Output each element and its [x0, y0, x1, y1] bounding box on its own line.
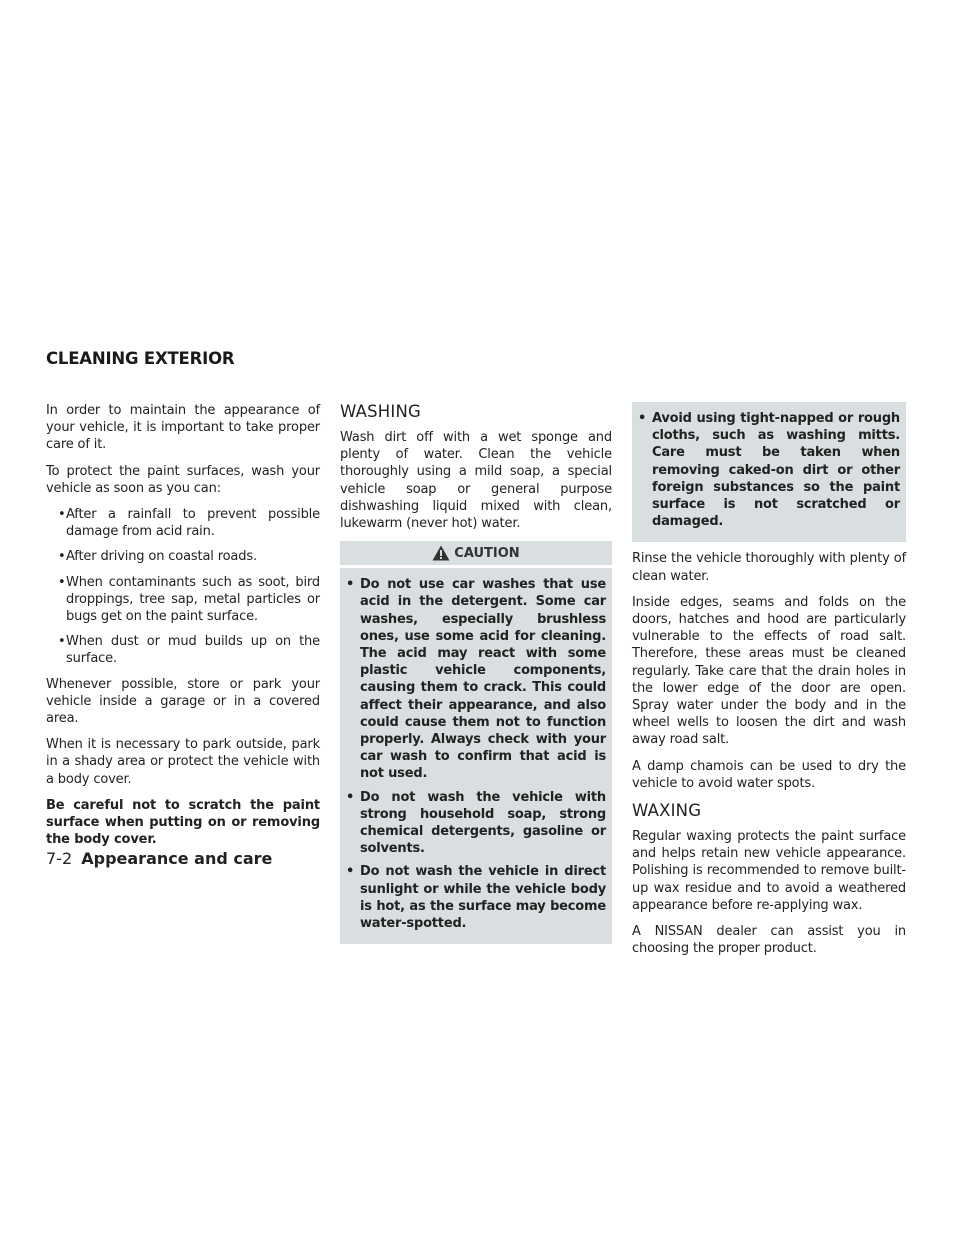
wash-when-list	[46, 506, 320, 668]
list-item: • After a rainfall to prevent possible damage from acid rain.	[58, 507, 320, 540]
column-2	[340, 402, 612, 952]
chamois-paragraph: A damp chamois can be used to dry the vehicle to avoid water spots.	[632, 758, 906, 791]
list-item-text: After driving on coastal roads.	[66, 549, 257, 565]
careful-paragraph: Be careful not to scratch the paint surface when putting on or removing the body cover.	[46, 797, 320, 848]
caution-item: • Do not wash the vehicle with strong household soap, strong chemical detergents, gasoline or solvents.	[346, 789, 606, 857]
list-item-text: When contaminants such as soot, bird droppings, tree sap, metal particles or bugs get on the paint surface.	[66, 574, 320, 625]
waxing-heading: WAXING	[632, 801, 702, 821]
caution-header	[340, 541, 612, 568]
chapter-title: Appearance and care	[81, 849, 273, 868]
caution-item-text: Do not wash the vehicle in direct sunlight or while the vehicle body is hot, as the surface may become water-spotted.	[360, 864, 606, 932]
intro-paragraph: In order to maintain the appearance of your vehicle, it is important to take proper care of it.	[46, 403, 320, 453]
caution-item: • Avoid using tight-napped or rough cloths, such as washing mitts. Care must be taken when removing caked-on dirt or other foreign substances so the paint surface is not scratched or damaged.	[638, 411, 900, 530]
column-3	[632, 402, 906, 966]
list-item-text: When dust or mud builds up on the surface.	[66, 634, 320, 667]
washing-paragraph: Wash dirt off with a wet sponge and plenty of water. Clean the vehicle thoroughly using a mild soap, a special vehicle soap or general purpose dishwashing liquid mixed with clean, lukewarm (never hot) water.	[340, 430, 612, 532]
store-paragraph: Whenever possible, store or park your vehicle inside a garage or in a covered area.	[46, 676, 320, 727]
column-1	[46, 402, 320, 857]
list-item-text: After a rainfall to prevent possible damage from acid rain.	[66, 507, 320, 540]
caution-box-continued	[632, 402, 906, 542]
caution-item-text: Do not wash the vehicle with strong household soap, strong chemical detergents, gasoline or solvents.	[360, 789, 606, 857]
caution-list	[340, 568, 612, 944]
caution-item: • Do not wash the vehicle in direct sunlight or while the vehicle body is hot, as the surface may become water-spotted.	[346, 864, 606, 932]
section-heading: CLEANING EXTERIOR	[46, 349, 235, 368]
caution-item-text: Do not use car washes that use acid in the detergent. Some car washes, especially brushless ones, use some acid for cleaning. The acid may react with some plastic vehicle components, causing them to crack. This could affect their appearance, and also could cause them not to function properly. Always check with your car wash to confirm that acid is not used.	[360, 577, 606, 782]
caution-list-continued	[632, 402, 906, 542]
park-outside-paragraph: When it is necessary to park outside, park in a shady area or protect the vehicle with a body cover.	[46, 737, 320, 787]
inside-edges-paragraph: Inside edges, seams and folds on the doors, hatches and hood are particularly vulnerable to the effects of road salt. Therefore, these areas must be cleaned regularly. Take care that the drain holes in the lower edge of the door are open. Spray water under the body and in the wheel wells to loosen the dirt and wash away road salt.	[632, 594, 906, 748]
list-item: • When dust or mud builds up on the surface.	[58, 634, 320, 667]
warning-triangle-icon	[432, 545, 450, 561]
list-item: • After driving on coastal roads.	[58, 549, 257, 565]
caution-box	[340, 541, 612, 944]
washing-heading: WASHING	[340, 402, 421, 421]
protect-paragraph: To protect the paint surfaces, wash your vehicle as soon as you can:	[46, 463, 320, 496]
caution-item: • Do not use car washes that use acid in the detergent. Some car washes, especially brushless ones, use some acid for cleaning. The acid may react with some plastic vehicle components, causing them to crack. This could affect their appearance, and also could cause them not to function properly. Always check with your car wash to confirm that acid is not used.	[346, 577, 606, 782]
page-footer	[46, 849, 272, 868]
page-number: 7-2	[46, 849, 73, 868]
list-item: • When contaminants such as soot, bird droppings, tree sap, metal particles or bugs get on the paint surface.	[58, 574, 320, 625]
caution-item-text: Avoid using tight-napped or rough cloths, such as washing mitts. Care must be taken when removing caked-on dirt or other foreign substances so the paint surface is not scratched or damaged.	[652, 411, 900, 530]
rinse-paragraph: Rinse the vehicle thoroughly with plenty of clean water.	[632, 551, 906, 584]
waxing-paragraph: Regular waxing protects the paint surface and helps retain new vehicle appearance. Polishing is recommended to remove built-up wax residue and to avoid a weathered appearance before re-applying wax.	[632, 829, 906, 913]
caution-label: CAUTION	[454, 545, 520, 561]
dealer-paragraph: A NISSAN dealer can assist you in choosing the proper product.	[632, 924, 906, 957]
